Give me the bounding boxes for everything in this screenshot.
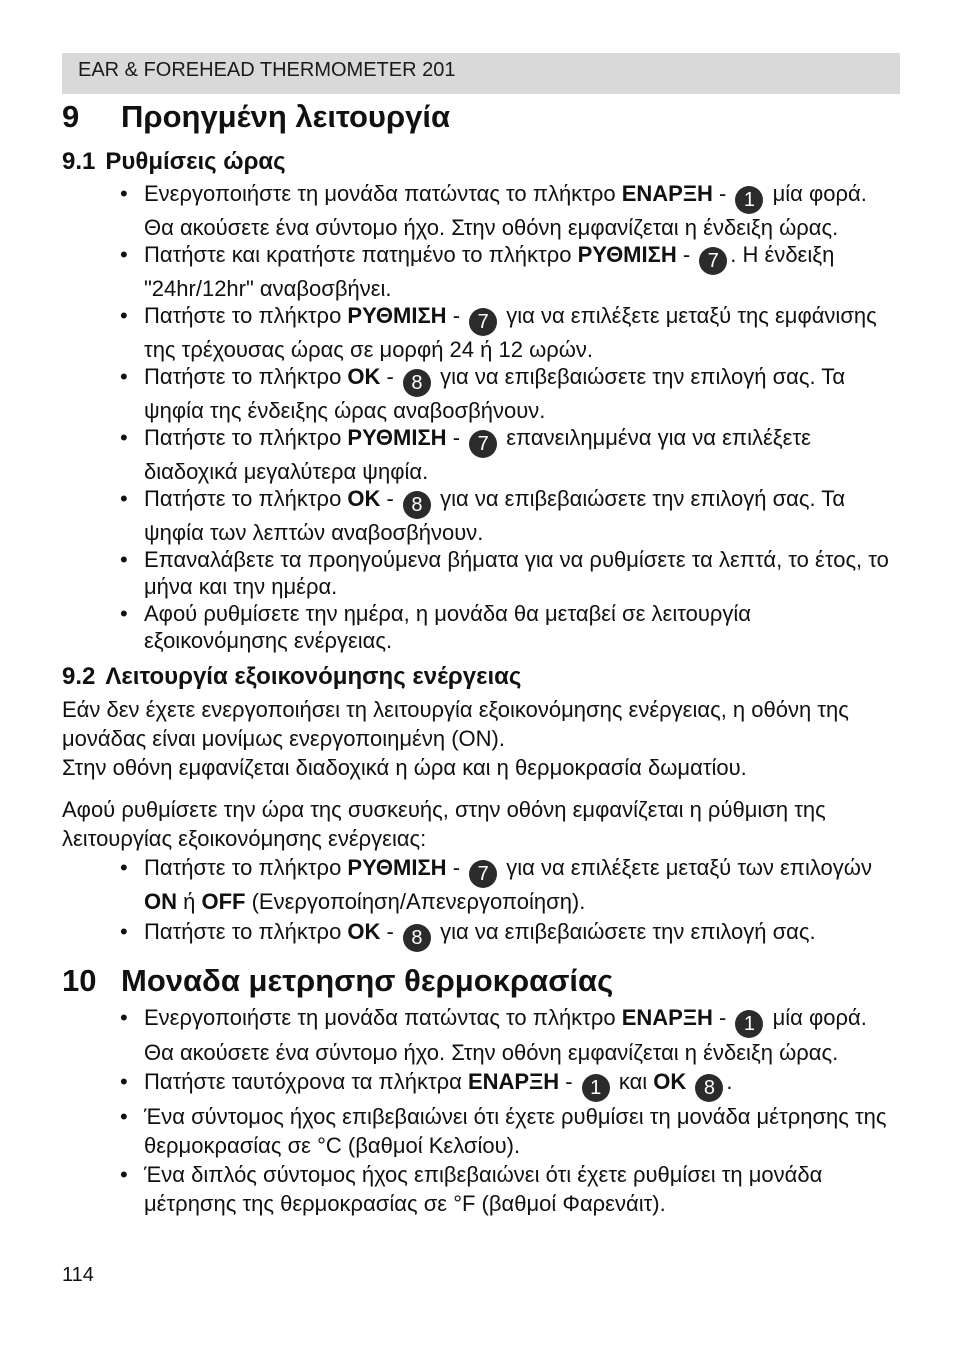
key-name: ΕΝΑΡΞΗ [467,1069,560,1094]
section-title: Προηγμένη λειτουργία [121,99,451,134]
key-name: OK [347,486,381,511]
header-title: EAR & FOREHEAD THERMOMETER 201 [78,59,456,81]
list-item: • Πατήστε το πλήκτρο OK - 8 για να επιβεβαιώσετε την επιλογή σας. [0,918,954,952]
list-item: • Πατήστε το πλήκτρο OK - 8 για να επιβεβαιώσετε την επιλογή σας. Τα ψηφία των λεπτών αναβοσβήνουν. [120,486,846,545]
list-item: • Επαναλάβετε τα προηγούμενα βήματα για να ρυθμίσετε τα λεπτά, το έτος, το μήνα και την ημέρα. [120,547,889,599]
subsection-number: 9.2 [62,663,96,690]
list-item: • Πατήστε το πλήκτρο ΡΥΘΜΙΣΗ - 7 για να επιλέξετε μεταξύ των επιλογών ON ή OFF (Ενεργοποίηση/Απενεργοποίηση). [120,855,872,914]
key-name: ΡΥΘΜΙΣΗ [347,425,447,450]
button-7-icon: 7 [699,247,727,275]
list-item: • Πατήστε το πλήκτρο ΡΥΘΜΙΣΗ - 7 επανειλημμένα για να επιλέξετε διαδοχικά μεγαλύτερα ψηφία. [120,425,811,484]
list-item: • Πατήστε ταυτόχρονα τα πλήκτρα ΕΝΑΡΞΗ - 1 και OK 8 . [0,1067,954,1102]
list-item: • Αφού ρυθμίσετε την ημέρα, η μονάδα θα μεταβεί σε λειτουργία εξοικονόμησης ενέργειας. [120,601,751,653]
section-number: 9 [62,99,80,134]
button-8-icon: 8 [403,924,431,952]
list-item: • Ενεργοποιήστε τη μονάδα πατώντας το πλήκτρο ΕΝΑΡΞΗ - 1 μία φορά. Θα ακούσετε ένα σύντομο ήχο. Στην οθόνη εμφανίζεται η ένδειξη ώρας. [120,1005,867,1065]
list-item: • Ένα σύντομος ήχος επιβεβαιώνει ότι έχετε ρυθμίσει τη μονάδα μέτρησης της θερμοκρασίας σε °C (βαθμοί Κελσίου). [120,1104,887,1158]
key-name: ΡΥΘΜΙΣΗ [577,242,677,267]
page-number: 114 [62,1264,94,1286]
list-item: • Πατήστε και κρατήστε πατημένο το πλήκτρο ΡΥΘΜΙΣΗ - 7 . Η ένδειξη "24hr/12hr" αναβοσβήνει. [120,242,835,301]
key-name: OK [347,919,381,944]
paragraph: Αφού ρυθμίσετε την ώρα της συσκευής, στην οθόνη εμφανίζεται η ρύθμιση της λειτουργίας εξοικονόμησης ενέργειας: [62,797,826,851]
subsection-title: Λειτουργία εξοικονόμησης ενέργειας [105,663,522,690]
button-1-icon: 1 [735,186,763,214]
list-item: • Ένα διπλός σύντομος ήχος επιβεβαιώνει ότι έχετε ρυθμίσει τη μονάδα μέτρησης της θερμοκρασίας σε °F (βαθμοί Φαρενάιτ). [120,1162,823,1216]
key-name: ΡΥΘΜΙΣΗ [347,303,447,328]
button-8-icon: 8 [695,1074,723,1102]
section-number: 10 [62,963,97,998]
running-header [62,53,900,94]
button-8-icon: 8 [403,491,431,519]
list-item: • Ενεργοποιήστε τη μονάδα πατώντας το πλήκτρο ΕΝΑΡΞΗ - 1 μία φορά. Θα ακούσετε ένα σύντομο ήχο. Στην οθόνη εμφανίζεται η ένδειξη ώρας. [120,181,867,240]
button-7-icon: 7 [469,430,497,458]
list-item: • Πατήστε το πλήκτρο OK - 8 για να επιβεβαιώσετε την επιλογή σας. Τα ψηφία της ένδειξης ώρας αναβοσβήνουν. [120,364,846,423]
button-7-icon: 7 [469,308,497,336]
button-1-icon: 1 [735,1010,763,1038]
time-settings-list [0,180,954,654]
subsection-number: 9.1 [62,148,96,175]
power-saving-list [0,854,954,952]
button-7-icon: 7 [469,860,497,888]
subsection-title: Ρυθμίσεις ώρας [105,148,286,175]
key-name: OK [653,1069,687,1094]
subsection-9-2-heading [62,662,521,692]
key-name: OK [347,364,381,389]
section-9-heading [62,99,450,135]
option-on: ON [144,889,177,914]
button-8-icon: 8 [403,369,431,397]
button-1-icon: 1 [582,1074,610,1102]
list-item: • Πατήστε το πλήκτρο ΡΥΘΜΙΣΗ - 7 για να επιλέξετε μεταξύ της εμφάνισης της τρέχουσας ώρας σε μορφή 24 ή 12 ωρών. [120,303,877,362]
paragraph: Στην οθόνη εμφανίζεται διαδοχικά η ώρα και η θερμοκρασία δωματίου. [62,755,747,780]
key-name: ΕΝΑΡΞΗ [621,181,713,206]
key-name: ΕΝΑΡΞΗ [621,1005,713,1030]
section-10-heading [62,963,613,999]
paragraph: Εάν δεν έχετε ενεργοποιήσει τη λειτουργία εξοικονόμησης ενέργειας, η οθόνη της μονάδας είναι μονίμως ενεργοποιημένη (ON). [62,697,849,751]
option-off: OFF [201,889,246,914]
subsection-9-1-heading [62,147,286,177]
key-name: ΡΥΘΜΙΣΗ [347,855,447,880]
section-title: Μοναδα μετρησησ θερμοκρασίας [121,963,614,998]
temperature-unit-list [0,1003,954,1218]
